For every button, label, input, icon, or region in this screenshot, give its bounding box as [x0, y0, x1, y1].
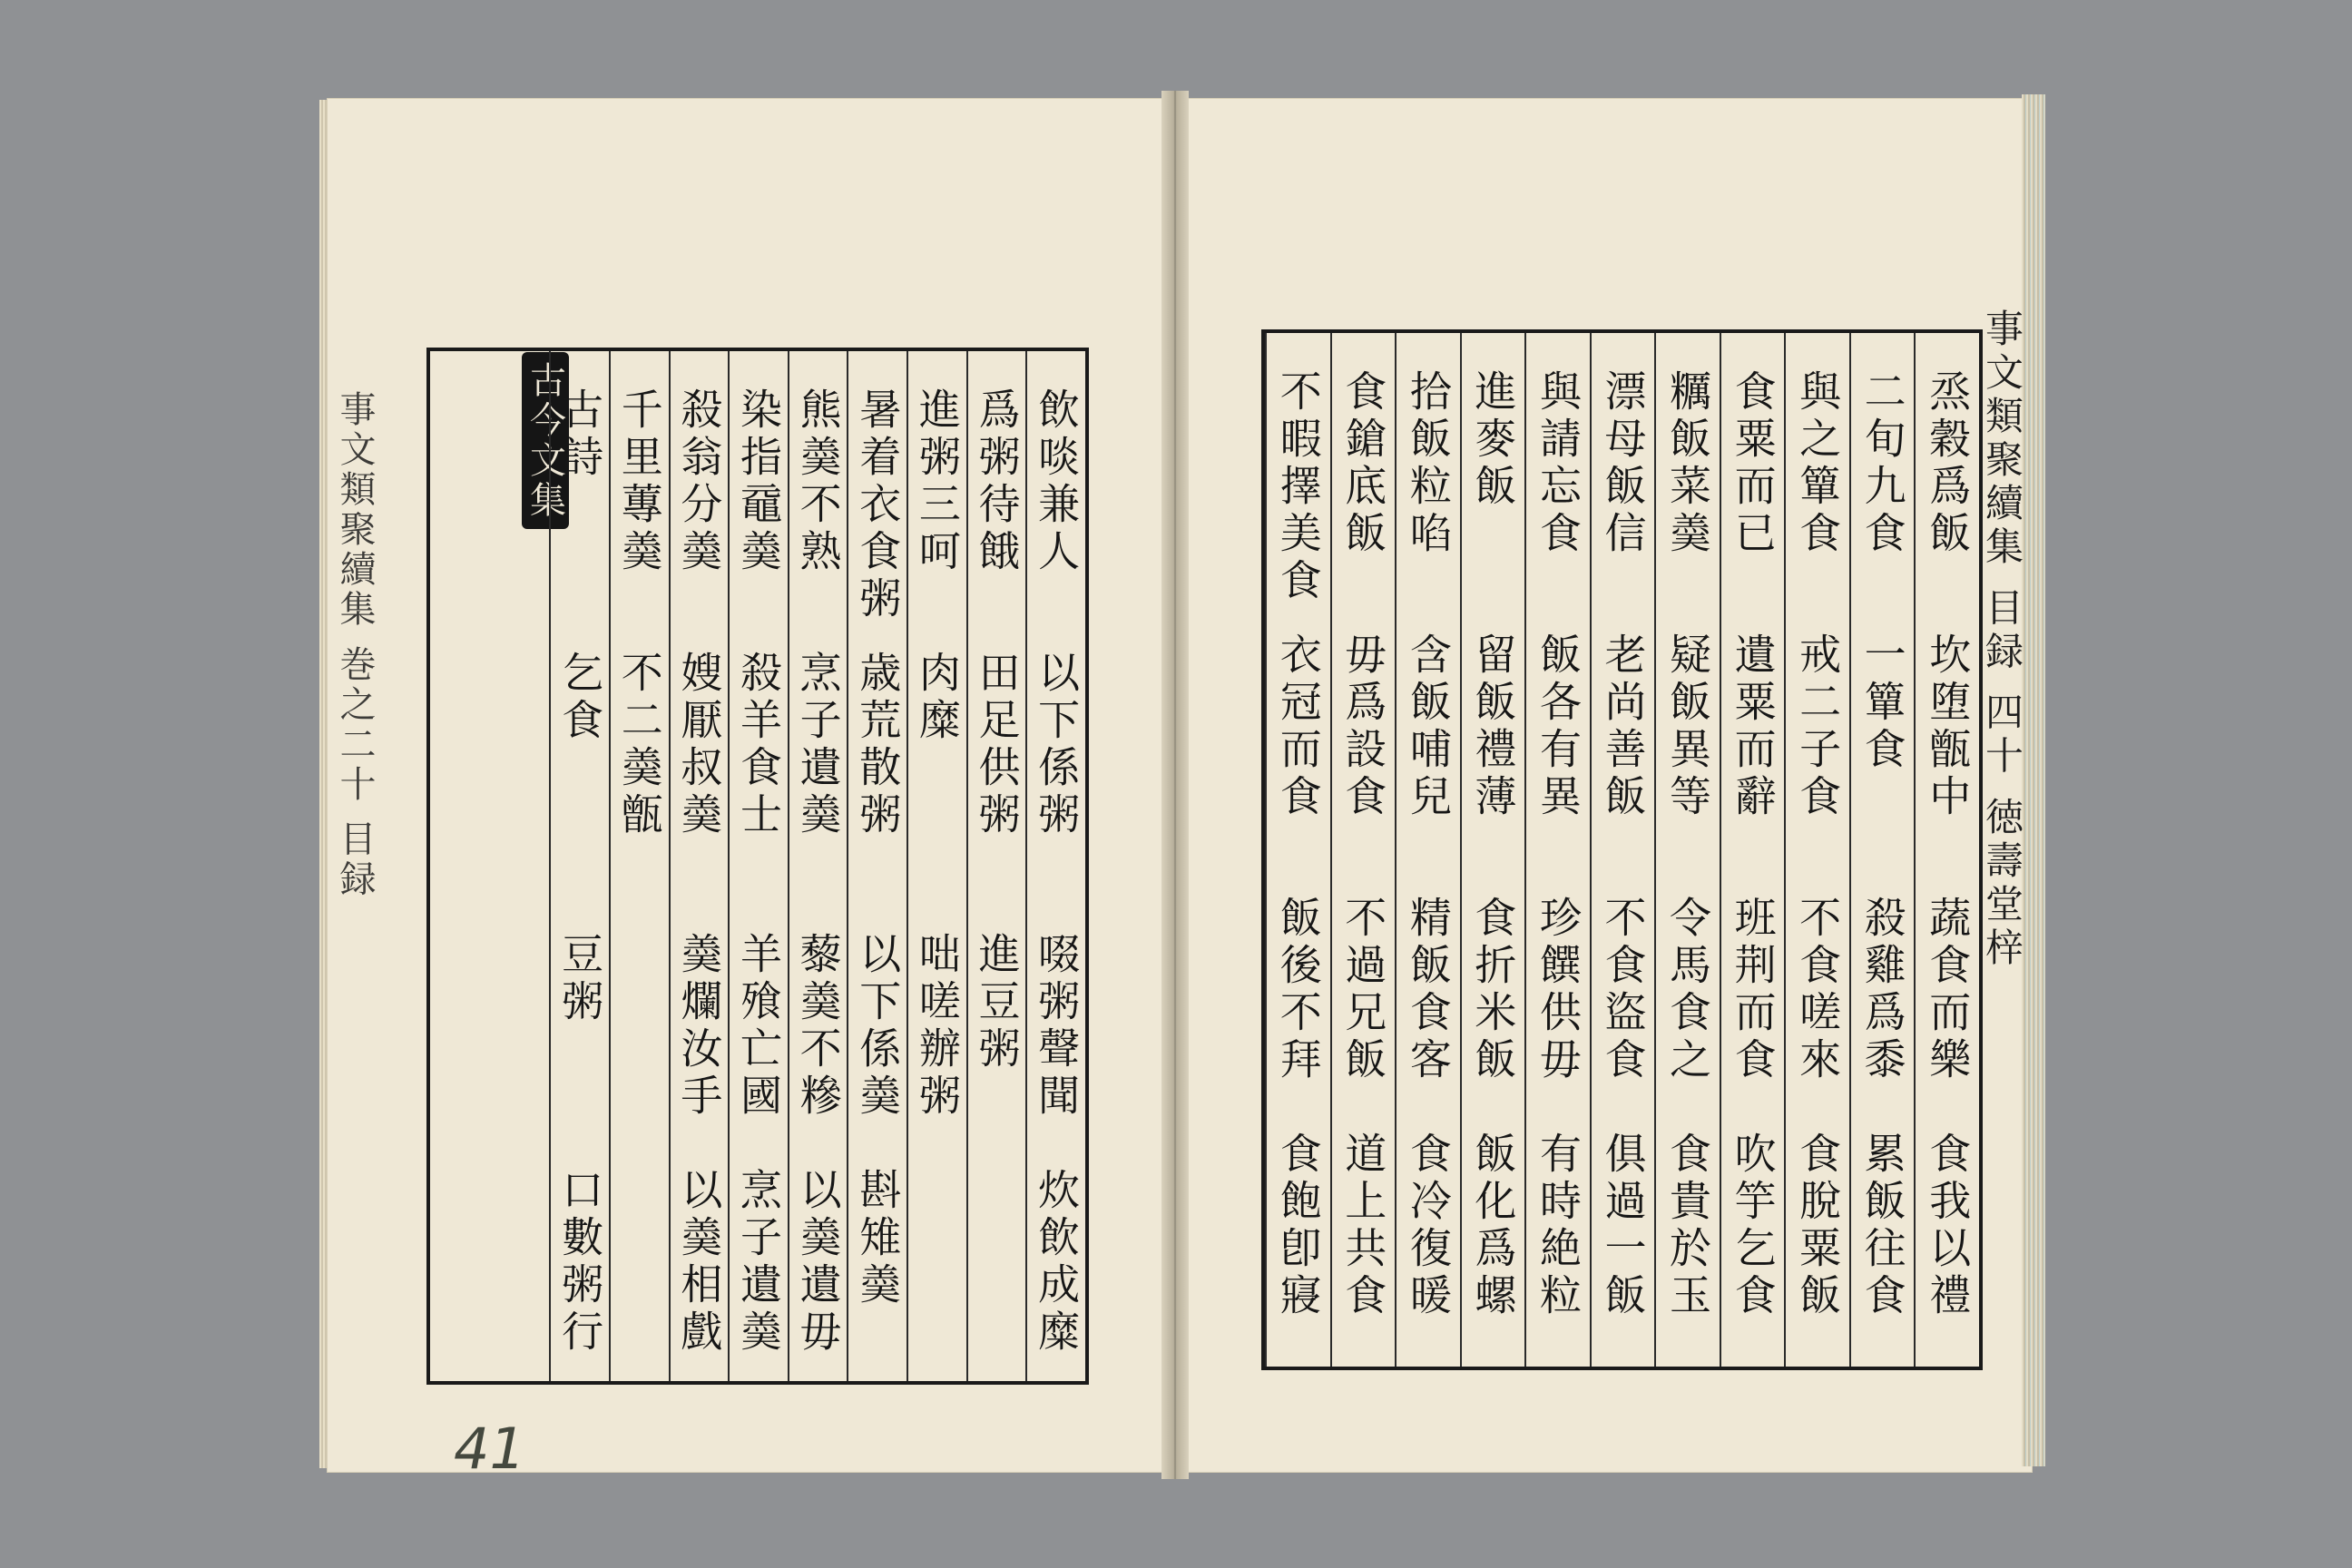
left-column-low: 咄嗟辦粥 [912, 932, 962, 1121]
left-column-tail: 烹子遺羮 [733, 1168, 783, 1357]
right-column-tail: 吹竽乞食 [1728, 1132, 1778, 1320]
left-text-frame [426, 348, 1089, 1385]
left-column-mid: 嫂厭叔羮 [674, 651, 724, 839]
right-column-mid: 留飯禮薄 [1468, 632, 1518, 821]
left-column-low: 藜羮不糝 [793, 932, 843, 1121]
left-column [669, 351, 729, 1381]
right-column-top: 二旬九食 [1857, 369, 1907, 558]
right-column-mid: 含飯哺兒 [1403, 632, 1453, 821]
left-column [609, 351, 669, 1381]
left-column-low: 以下係羮 [853, 932, 903, 1121]
right-column-tail: 食冷復暖 [1403, 1132, 1453, 1320]
left-column-top: 千里蓴羮 [614, 387, 664, 576]
right-column-low: 不食盜食 [1598, 896, 1648, 1084]
left-column-low: 羮爛汝手 [674, 932, 724, 1121]
right-column-tail: 食貴於玉 [1663, 1132, 1713, 1320]
right-column-mid: 遺粟而辭 [1728, 632, 1778, 821]
left-column-tail: 炊飲成糜 [1032, 1168, 1082, 1357]
right-column-low: 食折米飯 [1468, 896, 1518, 1084]
right-column-low: 殺雞爲黍 [1857, 896, 1907, 1084]
left-column-mid: 以下係粥 [1032, 651, 1082, 839]
section-badge: 古今文集 [522, 352, 569, 529]
right-column [1395, 333, 1460, 1367]
right-column-top: 食粟而已 [1728, 369, 1778, 558]
left-column [788, 351, 848, 1381]
right-column-top: 進麥飯 [1468, 369, 1518, 511]
right-column-low: 不過兄飯 [1338, 896, 1388, 1084]
left-column-top: 爲粥待餓 [972, 387, 1022, 576]
left-column-tail: 口數粥行 [555, 1168, 605, 1357]
right-column-top: 與請忘食 [1533, 369, 1583, 558]
right-column-mid: 戒二子食 [1793, 632, 1843, 821]
right-column [1590, 333, 1655, 1367]
right-column-tail: 俱過一飯 [1598, 1132, 1648, 1320]
left-spine-title: 事文類聚續集 巻之二十 目録 [334, 390, 376, 900]
left-column-tail: 以羮相戲 [674, 1168, 724, 1357]
right-column-top: 烝穀爲飯 [1923, 369, 1973, 558]
handwritten-page-number: 41 [454, 1416, 525, 1482]
right-column [1720, 333, 1785, 1367]
right-column-mid: 一簞食 [1857, 632, 1907, 774]
right-column-low: 珍饌供毋 [1533, 896, 1583, 1084]
left-column-top: 暑着衣食粥 [853, 387, 903, 623]
right-column-top: 食鎗底飯 [1338, 369, 1388, 558]
left-column-top: 染指黿羮 [733, 387, 783, 576]
left-column [1025, 351, 1085, 1381]
right-column-tail: 食脫粟飯 [1793, 1132, 1843, 1320]
right-column-top: 糲飯菜羮 [1663, 369, 1713, 558]
right-column-tail: 累飯往食 [1857, 1132, 1907, 1320]
right-column-top: 漂母飯信 [1598, 369, 1648, 558]
right-column [1914, 333, 1979, 1367]
left-column-mid: 歳荒散粥 [853, 651, 903, 839]
left-column-mid: 不二羮甑 [614, 651, 664, 839]
left-column-top: 熊羮不熟 [793, 387, 843, 576]
right-column-mid: 老尚善飯 [1598, 632, 1648, 821]
left-column-mid: 田足供粥 [972, 651, 1022, 839]
book-gutter [1161, 91, 1189, 1479]
left-column-low: 啜粥聲聞 [1032, 932, 1082, 1121]
left-column-mid: 乞食 [555, 651, 605, 745]
right-column [1330, 333, 1396, 1367]
right-column [1849, 333, 1915, 1367]
left-column-low: 豆粥 [555, 932, 605, 1026]
left-column-top: 殺翁分羮 [674, 387, 724, 576]
right-column-low: 令馬食之 [1663, 896, 1713, 1084]
left-column [966, 351, 1026, 1381]
right-column-low: 精飯食客 [1403, 896, 1453, 1084]
right-column-top: 不暇擇美食 [1273, 369, 1323, 605]
right-column [1524, 333, 1590, 1367]
right-column-mid: 衣冠而食 [1273, 632, 1323, 821]
right-column-top: 與之簞食 [1793, 369, 1843, 558]
left-column [847, 351, 906, 1381]
right-column-mid: 疑飯異等 [1663, 632, 1713, 821]
right-text-frame [1261, 329, 1983, 1370]
right-column [1784, 333, 1849, 1367]
left-column [728, 351, 788, 1381]
right-column-mid: 坎堕甑中 [1923, 632, 1973, 821]
right-column [1265, 333, 1330, 1367]
right-spine-title: 事文類聚續集 目録 四十 徳壽堂梓 [1980, 309, 2024, 972]
left-column-low: 羊飱亡國 [733, 932, 783, 1121]
right-column-tail: 道上共食 [1338, 1132, 1388, 1320]
left-column-mid: 烹子遺羮 [793, 651, 843, 839]
left-column-mid: 殺羊食士 [733, 651, 783, 839]
right-column [1460, 333, 1525, 1367]
right-column-tail: 飯化爲螺 [1468, 1132, 1518, 1320]
left-column [906, 351, 966, 1381]
left-column-top: 古詩 [555, 387, 605, 482]
right-column-tail: 食我以禮 [1923, 1132, 1973, 1320]
left-column-top: 飲啖兼人 [1032, 387, 1082, 576]
right-column-low: 班荆而食 [1728, 896, 1778, 1084]
right-column-low: 不食嗟來 [1793, 896, 1843, 1084]
right-column-low: 蔬食而樂 [1923, 896, 1973, 1084]
right-column [1654, 333, 1720, 1367]
left-column [549, 351, 609, 1381]
left-column-tail: 以羮遺毋 [793, 1168, 843, 1357]
right-column-tail: 食飽卽寢 [1273, 1132, 1323, 1320]
left-column-tail: 斟雉羮 [853, 1168, 903, 1309]
right-column-low: 飯後不拜 [1273, 896, 1323, 1084]
right-column-top: 拾飯粒啗 [1403, 369, 1453, 558]
left-column-low: 進豆粥 [972, 932, 1022, 1073]
right-column-mid: 毋爲設食 [1338, 632, 1388, 821]
left-column-mid: 肉糜 [912, 651, 962, 745]
right-column-tail: 有時絶粒 [1533, 1132, 1583, 1320]
right-column-mid: 飯各有異 [1533, 632, 1583, 821]
left-column-top: 進粥三呵 [912, 387, 962, 576]
